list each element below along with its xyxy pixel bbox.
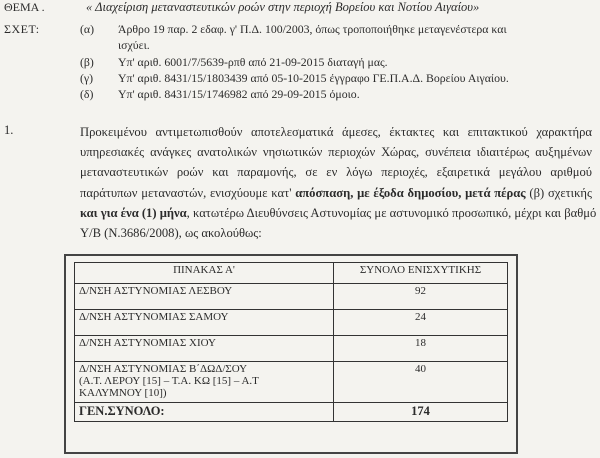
reference-text: Υπ' αριθ. 8431/15/1746982 από 29-09-2015 όμοιο. [118,87,360,101]
paragraph-text: παράτυπων μεταναστών, ενισχύουμε κατ' [80,185,292,200]
table-row [75,336,508,362]
reference-text-continued: ισχύει. [118,38,150,52]
directorate-name: Δ/ΝΣΗ ΑΣΤΥΝΟΜΙΑΣ ΣΑΜΟΥ [75,310,334,336]
reference-b [80,55,388,70]
paragraph-line-5 [80,203,597,223]
references-label: ΣΧΕΤ: [4,22,40,36]
reference-a-continued [80,38,150,53]
directorate-value: 40 [334,362,508,403]
reference-text: Υπ' αριθ. 6001/7/5639-ρπθ από 21-09-2015 διαταγή μας. [118,55,388,69]
paragraph-line: μεταναστευτικών ροών και παραμονής, σε εν λόγω περιοχές, εξαιρετικά μεγάλου αριθμού [80,165,592,180]
reinforcement-table [74,262,508,422]
subject-row [4,0,480,15]
directorate-name-multiline [75,362,334,403]
paragraph-line: υπηρεσιακές ανάγκες ανατολικών νησιωτικών περιοχών Χώρας, συνέπεια ιδιαιτέρως αυξημένων [80,145,592,160]
reference-letter: (α) [80,22,95,36]
directorate-value: 92 [334,284,508,310]
directorate-name: Δ/ΝΣΗ ΑΣΤΥΝΟΜΙΑΣ ΛΕΣΒΟΥ [75,284,334,310]
paragraph-body [80,122,597,243]
total-value: 174 [334,403,508,422]
subject-label: ΘΕΜΑ . [4,0,45,14]
table-row-dodecanese [75,362,508,403]
table-row [75,310,508,336]
reference-letter: (β) [80,55,94,69]
reference-a [80,22,507,37]
reference-c [80,71,509,86]
reference-letter: (δ) [80,87,94,101]
paragraph-line: Προκειμένου αντιμετωπισθούν αποτελεσματικά άμεσες, έκτακτες και επιτακτικού χαρακτήρα [80,125,592,139]
paragraph-line-4 [80,183,592,203]
paragraph-text: (β) σχετικής [525,185,592,200]
paragraph-line: Υ/Β (Ν.3686/2008), ως ακολούθως: [80,226,262,241]
directorate-subunits: (Α.Τ. ΛΕΡΟΥ [15] – Τ.Α. ΚΩ [15] – Α.Τ [79,375,259,387]
table-header-row [75,263,508,284]
paragraph-bold-text: απόσπαση, με έξοδα δημοσίου, μετά πέρας [295,185,526,200]
reference-text: Άρθρο 19 παρ. 2 εδαφ. γ' Π.Δ. 100/2003, όπως τροποποιήθηκε μεταγενέστερα και [118,22,507,36]
directorate-value: 18 [334,336,508,362]
table-header-total: ΣΥΝΟΛΟ ΕΝΙΣΧΥΤΙΚΗΣ [334,263,508,284]
table-row [75,284,508,310]
paragraph-number: 1. [4,123,14,137]
reference-letter: (γ) [80,71,94,85]
reference-text: Υπ' αριθ. 8431/15/1803439 από 05-10-2015 έγγραφο ΓΕ.Π.Α.Δ. Βορείου Αιγαίου. [118,71,509,85]
table-total-row [75,403,508,422]
directorate-subunits-continued: ΚΑΛΥΜΝΟΥ [10]) [79,387,167,399]
subject-text: « Διαχείριση μεταναστευτικών ροών στην περιοχή Βορείου και Νοτίου Αιγαίου» [86,0,480,14]
directorate-name: Δ/ΝΣΗ ΑΣΤΥΝΟΜΙΑΣ Β΄ΔΩΔ/ΣΟΥ [79,363,248,375]
directorate-name: Δ/ΝΣΗ ΑΣΤΥΝΟΜΙΑΣ ΧΙΟΥ [75,336,334,362]
reference-d [80,87,360,102]
total-label: ΓΕΝ.ΣΥΝΟΛΟ: [75,403,334,422]
directorate-value: 24 [334,310,508,336]
paragraph-bold-text: και για ένα (1) μήνα [80,205,187,220]
paragraph-text: , κατωτέρω Διευθύνσεις Αστυνομίας με αστυνομικό προσωπικό, μέχρι και βαθμό [186,205,597,220]
table-header-name: ΠΙΝΑΚΑΣ Α' [75,263,334,284]
